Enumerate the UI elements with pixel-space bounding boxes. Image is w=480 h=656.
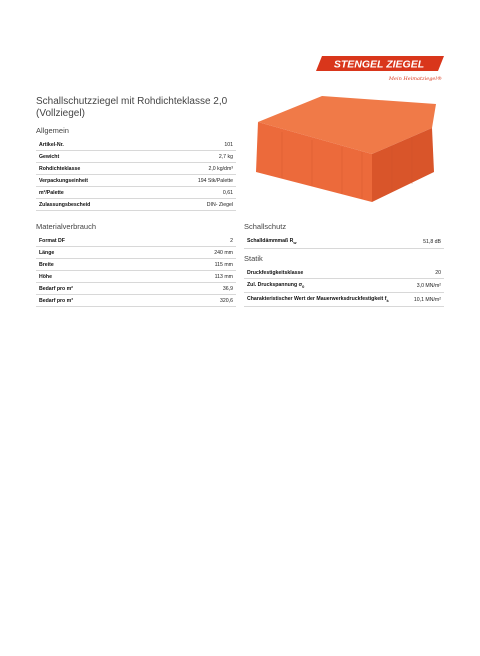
stengel-ziegel-logo [316, 54, 446, 84]
row-label-subscript: 0 [302, 284, 305, 290]
row-value: 101 [224, 141, 233, 148]
row-label [247, 282, 304, 289]
table-row [36, 235, 236, 247]
table-row [244, 235, 444, 249]
table-row [36, 247, 236, 259]
brick-image [252, 92, 442, 204]
row-value: 0,61 [222, 189, 233, 196]
logo-brand: STENGEL ZIEGEL [333, 58, 425, 71]
row-label: Verpackungseinheit [39, 177, 89, 184]
section-schallschutz-heading: Schallschutz [244, 222, 287, 231]
row-label-subscript: k [386, 298, 389, 304]
table-row [36, 175, 236, 187]
row-value: 2,7 kg [218, 153, 233, 160]
row-value: 10,1 MN/m² [413, 296, 441, 303]
product-title: Schallschutzziegel mit Rohdichteklasse 2,0 (Vollziegel) [36, 96, 228, 119]
row-label [247, 238, 297, 245]
schallschutz-table [244, 235, 444, 249]
statik-table [244, 267, 444, 307]
row-value: 115 mm [214, 261, 233, 268]
row-label [247, 296, 389, 303]
row-label: Druckfestigkeitsklasse [247, 269, 304, 276]
section-materialverbrauch-heading: Materialverbrauch [36, 222, 97, 231]
row-value: DIN- Ziegel [206, 201, 233, 208]
row-label-text: Charakteristischer Wert der Mauerwerksdruckfestigkeit f [247, 295, 387, 302]
table-row [36, 295, 236, 307]
row-label: Bedarf pro m² [39, 285, 74, 292]
table-row [36, 271, 236, 283]
logo-tagline: Mein Heimatziegel® [388, 76, 442, 82]
row-label-text: Schalldämmmaß R [247, 237, 294, 244]
row-value: 194 Stk/Palette [197, 177, 233, 184]
row-label: Rohdichteklasse [39, 165, 81, 172]
table-row [244, 293, 444, 307]
table-row [36, 283, 236, 295]
row-label-text: Zul. Druckspannung σ [247, 281, 303, 288]
row-value: 3,0 MN/m² [416, 282, 441, 289]
row-value: 51,8 dB [423, 238, 441, 245]
table-row [36, 151, 236, 163]
row-label: Format DF [39, 237, 65, 244]
table-row [244, 279, 444, 293]
row-label: Breite [39, 261, 54, 268]
row-label: Länge [39, 249, 55, 256]
row-label: Gewicht [39, 153, 60, 160]
row-value: 2 [230, 237, 233, 244]
allgemein-table [36, 139, 236, 211]
row-value: 36,9 [222, 285, 233, 292]
table-row [36, 259, 236, 271]
row-label-subscript: w [293, 240, 297, 246]
materialverbrauch-table [36, 235, 236, 307]
row-label: Zulassungsbescheid [39, 201, 91, 208]
table-row [36, 139, 236, 151]
row-value: 2,0 kg/dm³ [208, 165, 233, 172]
row-value: 240 mm [214, 249, 233, 256]
table-row [36, 187, 236, 199]
row-value: 320,6 [220, 297, 233, 304]
section-statik-heading: Statik [244, 254, 263, 263]
row-value: 20 [435, 269, 441, 276]
section-allgemein-heading: Allgemein [36, 126, 69, 135]
table-row [244, 267, 444, 279]
row-value: 113 mm [214, 273, 233, 280]
table-row [36, 199, 236, 211]
row-label: Höhe [39, 273, 52, 280]
row-label: Bedarf pro m³ [39, 297, 74, 304]
table-row [36, 163, 236, 175]
row-label: Artikel-Nr. [39, 141, 64, 148]
row-label: m²/Palette [39, 189, 64, 196]
